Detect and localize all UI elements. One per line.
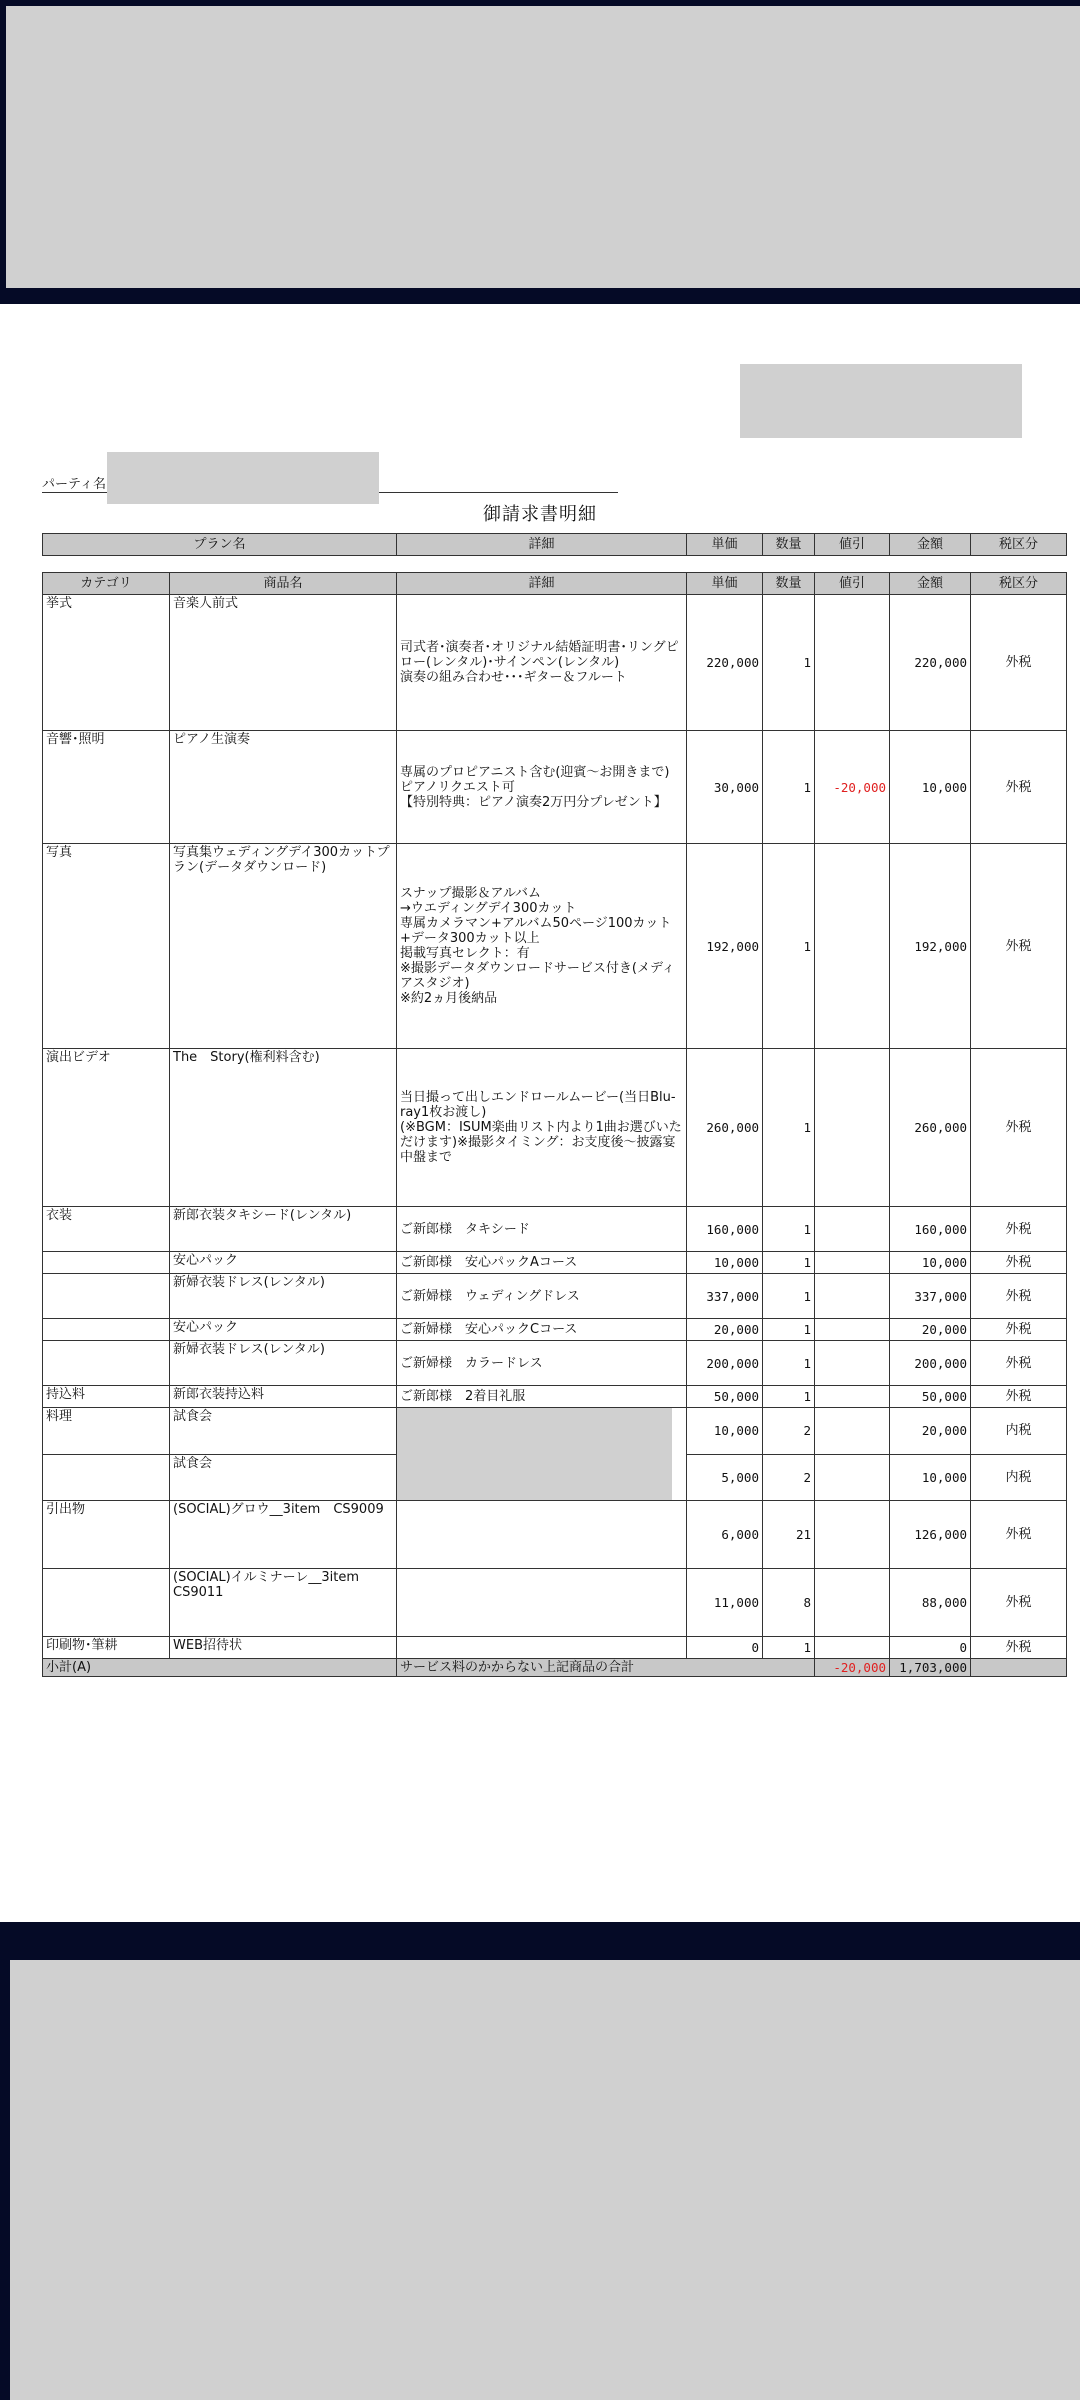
table-row	[43, 844, 1067, 1049]
row-quantity: 2	[763, 1408, 815, 1455]
row-discount	[815, 1386, 890, 1408]
row-quantity: 1	[763, 1049, 815, 1207]
col-discount: 値引	[815, 573, 890, 595]
row-amount: 50,000	[890, 1386, 971, 1408]
row-quantity: 1	[763, 1274, 815, 1319]
row-amount: 337,000	[890, 1274, 971, 1319]
row-tax: 外税	[971, 1501, 1067, 1569]
subtotal-label: 小計(A)	[43, 1659, 397, 1677]
redacted-logo	[740, 364, 1022, 438]
row-category	[43, 1274, 170, 1319]
row-category	[43, 1341, 170, 1386]
row-unit-price: 337,000	[687, 1274, 763, 1319]
redacted-bottom-area	[10, 1960, 1080, 2400]
row-product: The Story(権利料含む)	[170, 1049, 397, 1207]
row-quantity: 1	[763, 1252, 815, 1274]
row-unit-price: 10,000	[687, 1252, 763, 1274]
invoice-document	[0, 304, 1080, 1922]
row-detail: ご新婦様 安心パックCコース	[397, 1319, 687, 1341]
row-tax: 内税	[971, 1454, 1067, 1501]
row-discount	[815, 595, 890, 731]
subtotal-row	[43, 1659, 1067, 1677]
table-row	[43, 1569, 1067, 1637]
row-detail: ご新婦様 カラードレス	[397, 1341, 687, 1386]
col-quantity: 数量	[763, 534, 815, 556]
row-amount: 200,000	[890, 1341, 971, 1386]
row-discount	[815, 1454, 890, 1501]
top-banner	[0, 0, 1080, 304]
row-detail: 司式者･演奏者･オリジナル結婚証明書･リングピロー(レンタル)･サインペン(レンタル) 演奏の組み合わせ･･･ギター＆フルート	[397, 595, 687, 731]
row-category	[43, 1319, 170, 1341]
row-discount	[815, 1637, 890, 1659]
row-category: 持込料	[43, 1386, 170, 1408]
row-amount: 10,000	[890, 731, 971, 844]
row-unit-price: 10,000	[687, 1408, 763, 1455]
row-amount: 20,000	[890, 1408, 971, 1455]
row-detail: ご新郎様 タキシード	[397, 1207, 687, 1252]
row-detail: ご新郎様 安心パックAコース	[397, 1252, 687, 1274]
row-product: WEB招待状	[170, 1637, 397, 1659]
row-quantity: 1	[763, 1341, 815, 1386]
redacted-top-area	[6, 6, 1080, 288]
row-tax: 外税	[971, 1569, 1067, 1637]
row-tax: 外税	[971, 1319, 1067, 1341]
row-amount: 126,000	[890, 1501, 971, 1569]
row-product: 新郎衣装持込料	[170, 1386, 397, 1408]
row-amount: 10,000	[890, 1454, 971, 1501]
row-quantity: 2	[763, 1454, 815, 1501]
table-row	[43, 595, 1067, 731]
row-discount	[815, 1341, 890, 1386]
row-discount	[815, 1501, 890, 1569]
document-title: 御請求書明細	[483, 504, 597, 525]
table-row	[43, 1207, 1067, 1252]
row-category: 衣装	[43, 1207, 170, 1252]
row-category	[43, 1569, 170, 1637]
row-quantity: 1	[763, 1637, 815, 1659]
row-discount	[815, 1569, 890, 1637]
row-product: 試食会	[170, 1408, 397, 1455]
col-amount: 金額	[890, 534, 971, 556]
row-amount: 260,000	[890, 1049, 971, 1207]
row-tax: 外税	[971, 1207, 1067, 1252]
table-row	[43, 1274, 1067, 1319]
col-detail: 詳細	[397, 573, 687, 595]
table-row	[43, 1252, 1067, 1274]
row-amount: 88,000	[890, 1569, 971, 1637]
subtotal-tax	[971, 1659, 1067, 1677]
table-row	[43, 1341, 1067, 1386]
row-unit-price: 260,000	[687, 1049, 763, 1207]
row-tax: 内税	[971, 1408, 1067, 1455]
row-discount: -20,000	[815, 731, 890, 844]
plan-header-row	[43, 534, 1067, 556]
row-quantity: 8	[763, 1569, 815, 1637]
row-quantity: 1	[763, 1386, 815, 1408]
redacted-detail	[397, 1408, 672, 1500]
row-unit-price: 160,000	[687, 1207, 763, 1252]
row-category: 料理	[43, 1408, 170, 1455]
row-amount: 220,000	[890, 595, 971, 731]
row-category: 印刷物･筆耕	[43, 1637, 170, 1659]
row-detail: 専属のプロピアニスト含む(迎賓～お開きまで) ピアノリクエスト可 【特別特典：ピアノ演奏2万円分プレゼント】	[397, 731, 687, 844]
table-row	[43, 731, 1067, 844]
col-amount: 金額	[890, 573, 971, 595]
row-category	[43, 1454, 170, 1501]
table-row	[43, 1386, 1067, 1408]
row-amount: 192,000	[890, 844, 971, 1049]
row-amount: 20,000	[890, 1319, 971, 1341]
row-tax: 外税	[971, 595, 1067, 731]
row-discount	[815, 1408, 890, 1455]
row-amount: 10,000	[890, 1252, 971, 1274]
row-tax: 外税	[971, 844, 1067, 1049]
row-tax: 外税	[971, 1274, 1067, 1319]
subtotal-note: サービス料のかからない上記商品の合計	[397, 1659, 815, 1677]
party-name-label: パーティ名	[42, 477, 106, 492]
col-quantity: 数量	[763, 573, 815, 595]
row-quantity: 1	[763, 844, 815, 1049]
col-detail: 詳細	[397, 534, 687, 556]
row-detail	[397, 1408, 687, 1501]
subtotal-discount: -20,000	[815, 1659, 890, 1677]
row-detail: ご新婦様 ウェディングドレス	[397, 1274, 687, 1319]
col-product: 商品名	[170, 573, 397, 595]
row-category	[43, 1252, 170, 1274]
table-row	[43, 1319, 1067, 1341]
row-category: 演出ビデオ	[43, 1049, 170, 1207]
row-unit-price: 220,000	[687, 595, 763, 731]
row-unit-price: 50,000	[687, 1386, 763, 1408]
col-plan-name: プラン名	[43, 534, 397, 556]
row-amount: 160,000	[890, 1207, 971, 1252]
row-product: (SOCIAL)イルミナーレ__3item CS9011	[170, 1569, 397, 1637]
row-detail: ご新郎様 2着目礼服	[397, 1386, 687, 1408]
items-header-row	[43, 573, 1067, 595]
row-tax: 外税	[971, 731, 1067, 844]
items-table	[42, 572, 1067, 1677]
col-tax: 税区分	[971, 573, 1067, 595]
row-unit-price: 11,000	[687, 1569, 763, 1637]
row-product: 写真集ウェディングデイ300カットプラン(データダウンロード)	[170, 844, 397, 1049]
row-product: 新婦衣装ドレス(レンタル)	[170, 1341, 397, 1386]
row-product: 試食会	[170, 1454, 397, 1501]
row-category: 音響･照明	[43, 731, 170, 844]
row-quantity: 21	[763, 1501, 815, 1569]
row-quantity: 1	[763, 1319, 815, 1341]
row-unit-price: 6,000	[687, 1501, 763, 1569]
row-tax: 外税	[971, 1252, 1067, 1274]
row-product: 音楽人前式	[170, 595, 397, 731]
row-detail: スナップ撮影＆アルバム →ウエディングデイ300カット 専属カメラマン+アルバム50ページ100カット +データ300カット以上 掲載写真セレクト：有 ※撮影データダウンロードサービス付き(メディアスタジオ) ※約2ヵ月後納品	[397, 844, 687, 1049]
row-tax: 外税	[971, 1341, 1067, 1386]
col-unit-price: 単価	[687, 573, 763, 595]
row-detail	[397, 1501, 687, 1569]
row-quantity: 1	[763, 1207, 815, 1252]
bottom-banner	[0, 1922, 1080, 2400]
row-tax: 外税	[971, 1637, 1067, 1659]
row-discount	[815, 844, 890, 1049]
plan-header-table	[42, 533, 1067, 556]
redacted-party-name	[107, 452, 379, 504]
row-category: 挙式	[43, 595, 170, 731]
table-row	[43, 1637, 1067, 1659]
row-category: 引出物	[43, 1501, 170, 1569]
row-unit-price: 192,000	[687, 844, 763, 1049]
table-row	[43, 1501, 1067, 1569]
row-unit-price: 30,000	[687, 731, 763, 844]
subtotal-amount: 1,703,000	[890, 1659, 971, 1677]
col-discount: 値引	[815, 534, 890, 556]
table-row	[43, 1408, 1067, 1455]
row-discount	[815, 1274, 890, 1319]
row-discount	[815, 1049, 890, 1207]
col-tax: 税区分	[971, 534, 1067, 556]
row-tax: 外税	[971, 1049, 1067, 1207]
row-detail	[397, 1569, 687, 1637]
row-product: (SOCIAL)グロウ__3item CS9009	[170, 1501, 397, 1569]
row-product: ピアノ生演奏	[170, 731, 397, 844]
row-amount: 0	[890, 1637, 971, 1659]
row-tax: 外税	[971, 1386, 1067, 1408]
row-unit-price: 200,000	[687, 1341, 763, 1386]
row-product: 新郎衣装タキシード(レンタル)	[170, 1207, 397, 1252]
row-quantity: 1	[763, 731, 815, 844]
row-discount	[815, 1319, 890, 1341]
row-unit-price: 20,000	[687, 1319, 763, 1341]
col-category: カテゴリ	[43, 573, 170, 595]
row-unit-price: 0	[687, 1637, 763, 1659]
row-discount	[815, 1207, 890, 1252]
row-category: 写真	[43, 844, 170, 1049]
row-detail: 当日撮って出しエンドロールムービー(当日Blu-ray1枚お渡し) (※BGM：ISUM楽曲リスト内より1曲お選びいただけます)※撮影タイミング：お支度後～披露宴中盤まで	[397, 1049, 687, 1207]
row-detail	[397, 1637, 687, 1659]
row-unit-price: 5,000	[687, 1454, 763, 1501]
row-discount	[815, 1252, 890, 1274]
col-unit-price: 単価	[687, 534, 763, 556]
row-quantity: 1	[763, 595, 815, 731]
row-product: 安心パック	[170, 1319, 397, 1341]
table-row	[43, 1049, 1067, 1207]
row-product: 安心パック	[170, 1252, 397, 1274]
row-product: 新婦衣装ドレス(レンタル)	[170, 1274, 397, 1319]
